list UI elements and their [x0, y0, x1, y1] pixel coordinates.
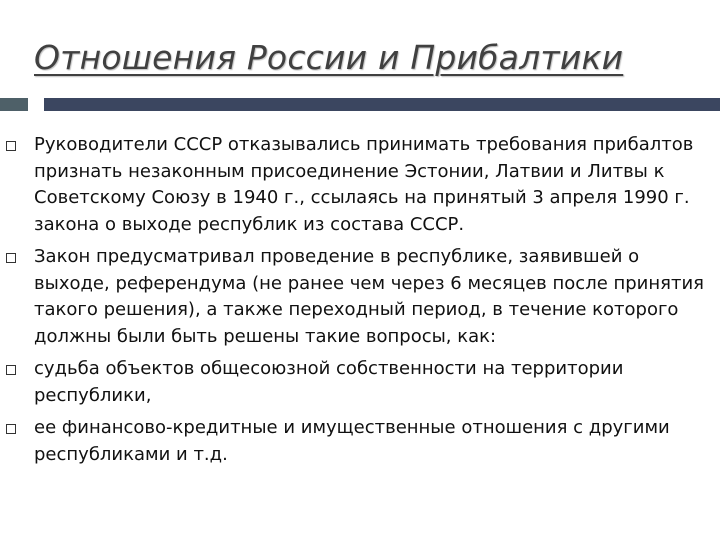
bullet-text: судьба объектов общесоюзной собственности на территории республики, [34, 358, 624, 406]
slide-title: Отношения России и Прибалтики [34, 38, 624, 77]
title-rule-right [44, 98, 720, 111]
bullet-text: Закон предусматривал проведение в республике, заявившей о выходе, референдума (не ранее чем через 6 месяцев после принятия такого решения), а также переходный период, в течение которого должны были быть решены такие вопросы, как: [34, 246, 704, 347]
square-bullet-icon [6, 365, 16, 375]
bullet-item [0, 244, 720, 350]
title-rule-left [0, 98, 28, 111]
bullet-list [0, 132, 720, 468]
square-bullet-icon [6, 253, 16, 263]
square-bullet-icon [6, 424, 16, 434]
square-bullet-icon [6, 141, 16, 151]
bullet-item [0, 132, 720, 238]
bullet-item [0, 356, 720, 409]
bullet-text: ее финансово-кредитные и имущественные отношения с другими республиками и т.д. [34, 417, 670, 465]
bullet-text: Руководители СССР отказывались принимать требования прибалтов признать незаконным присоединение Эстонии, Латвии и Литвы к Советскому Союзу в 1940 г., ссылаясь на принятый 3 апреля 1990 г. закона о выходе республик из состава СССР. [34, 134, 694, 235]
bullet-item [0, 415, 720, 468]
